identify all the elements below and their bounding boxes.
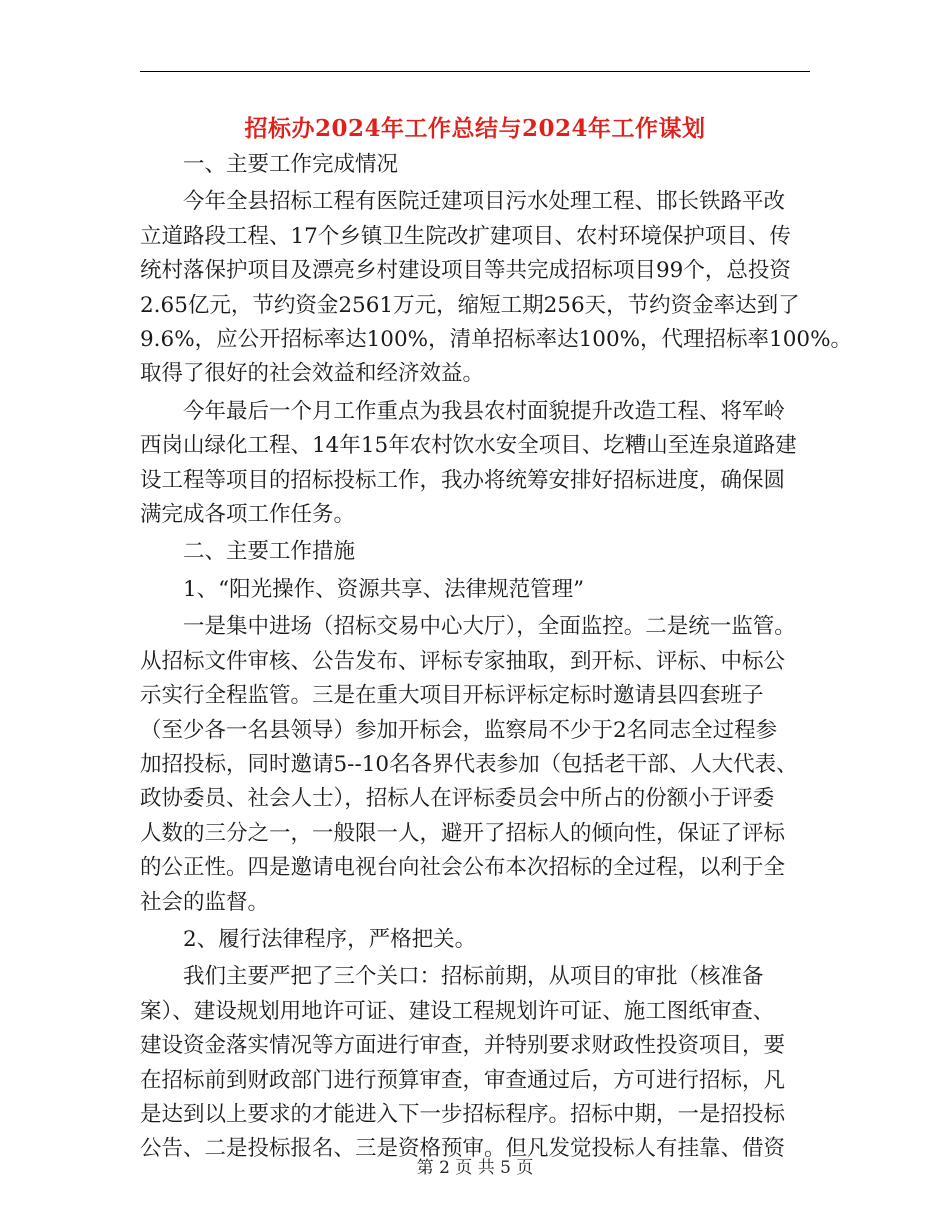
text-line: 一是集中进场（招标交易中心大厅），全面监控。二是统一监管。 (183, 614, 796, 640)
text-line: 今年最后一个月工作重点为我县农村面貌提升改造工程、将军岭 (183, 398, 786, 424)
text-line: 政协委员、社会人士），招标人在评标委员会中所占的份额小于评委 (140, 786, 775, 812)
text-line: 示实行全程监管。三是在重大项目开标评标定标时邀请县四套班子 (140, 683, 764, 709)
document-body (140, 148, 853, 1170)
paragraph (140, 573, 812, 607)
text-line: 满完成各项工作任务。 (140, 502, 356, 528)
paragraph (140, 395, 812, 533)
text-line: 今年全县招标工程有医院迁建项目污水处理工程、邯长铁路平改 (183, 189, 786, 215)
text-line: 一、主要工作完成情况 (183, 152, 399, 177)
text-line: 立道路段工程、17个乡镇卫生院改扩建项目、农村环境保护项目、传 (140, 223, 791, 249)
document-title: 招标办2024年工作总结与2024年工作谋划 (244, 115, 706, 142)
text-line: （至少各一名县领导）参加开标会，监察局不少于2名同志全过程参 (140, 717, 778, 743)
paragraph (140, 535, 812, 569)
text-line: 取得了很好的社会效益和经济效益。 (140, 361, 485, 387)
text-line: 二、主要工作措施 (183, 539, 356, 565)
text-line: 人数的三分之一，一般限一人，避开了招标人的倾向性，保证了评标 (140, 820, 786, 846)
page-number: 第 2 页 共 5 页 (416, 1158, 534, 1178)
text-line: 从招标文件审核、公告发布、评标专家抽取，到开标、评标、中标公 (140, 648, 786, 674)
text-line: 公告、二是投标报名、三是资格预审。但凡发觉投标人有挂靠、借资 (140, 1136, 786, 1162)
text-line: 的公正性。四是邀请电视台向社会公布本次招标的全过程，以利于全 (140, 855, 786, 881)
text-line: 1、“阳光操作、资源共享、法律规范管理” (183, 576, 585, 602)
text-line: 我们主要严把了三个关口：招标前期，从项目的审批（核准备 (183, 964, 764, 990)
paragraph (140, 148, 812, 182)
text-line: 西岗山绿化工程、14年15年农村饮水安全项目、圪糟山至连泉道路建 (140, 433, 797, 459)
text-line: 2、履行法律程序，严格把关。 (183, 926, 477, 952)
header-rule (140, 71, 810, 72)
text-line: 设工程等项目的招标投标工作，我办将统筹安排好招标进度，确保圆 (140, 467, 786, 493)
text-line: 在招标前到财政部门进行预算审查，审查通过后，方可进行招标，凡 (140, 1067, 786, 1093)
text-line: 建设资金落实情况等方面进行审查，并特别要求财政性投资项目，要 (140, 1033, 786, 1059)
paragraph (140, 185, 853, 391)
text-line: 统村落保护项目及漂亮乡村建设项目等共完成招标项目99个，总投资 (140, 258, 791, 284)
paragraph (140, 960, 812, 1166)
text-line: 社会的监督。 (140, 889, 270, 915)
text-line: 加招投标，同时邀请5--10名各界代表参加（包括老干部、人大代表、 (140, 751, 798, 777)
paragraph (140, 610, 812, 920)
paragraph (140, 923, 812, 957)
text-line: 2.65亿元，节约资金2561万元，缩短工期256天，节约资金率达到了 (140, 292, 800, 318)
text-line: 9.6%，应公开招标率达100%，清单招标率达100%，代理招标率100%。 (140, 327, 853, 353)
text-line: 是达到以上要求的才能进入下一步招标程序。招标中期，一是招投标 (140, 1101, 786, 1127)
text-line: 案）、建设规划用地许可证、建设工程规划许可证、施工图纸审查、 (140, 998, 775, 1024)
